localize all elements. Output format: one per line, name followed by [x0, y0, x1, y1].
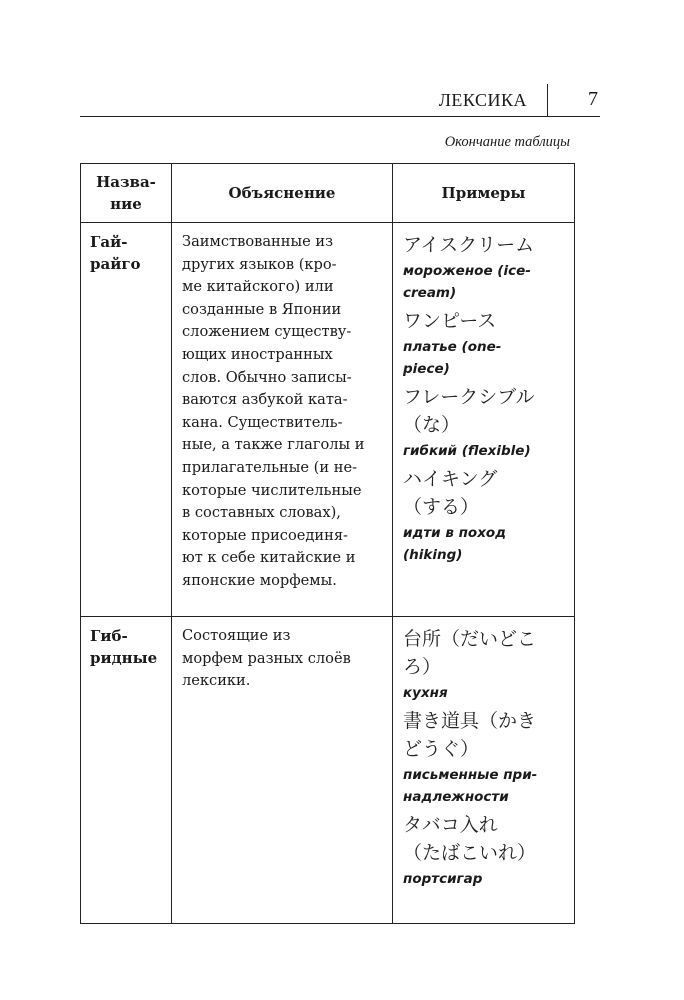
row-name: Гай- райго	[81, 223, 172, 617]
section-title: ЛЕКСИКА	[438, 90, 527, 110]
header-examples: Примеры	[393, 164, 575, 223]
example-translation: кухня	[403, 685, 448, 701]
table-row-gairaigo	[81, 223, 575, 617]
page-number: 7	[588, 88, 598, 110]
example-translation: письменные при- надлежности	[403, 767, 538, 805]
example-japanese: ワンピース	[403, 310, 497, 332]
table-header-row	[81, 164, 575, 223]
example-japanese: アイスクリーム	[403, 234, 535, 256]
row-examples	[393, 617, 575, 924]
example-japanese: フレークシブル （な）	[403, 386, 535, 436]
example-japanese: タバコ入れ （たばこいれ）	[403, 814, 537, 864]
example-japanese: 台所（だいどこ ろ）	[403, 628, 537, 678]
row-examples	[393, 223, 575, 617]
header-name: Назва- ние	[81, 164, 172, 223]
example-translation: мороженое (ice- cream)	[403, 263, 531, 301]
example-translation: идти в поход (hiking)	[403, 525, 507, 563]
table-caption: Окончание таблицы	[444, 134, 570, 150]
running-header	[80, 82, 600, 117]
example-translation: гибкий (flexible)	[403, 443, 531, 459]
example-japanese: 書き道具（かき どうぐ）	[403, 710, 537, 760]
header-explanation: Объяснение	[172, 164, 393, 223]
row-name: Гиб- ридные	[81, 617, 172, 924]
row-explanation: Заимствованные из других языков (кро- ме китайского) или созданные в Японии сложением существу- ющих иностранных слов. Обычно записы- ваются азбукой ката- кана. Существитель- ные, а также глаголы и прилагательные (и не- которые числительные в составных словах), которые присоединя- ют к себе китайские и японские морфемы.	[172, 223, 393, 617]
table-row-hybrid	[81, 617, 575, 924]
example-translation: платье (one- piece)	[403, 339, 502, 377]
row-explanation: Состоящие из морфем разных слоёв лексики.	[172, 617, 393, 924]
example-translation: портсигар	[403, 871, 483, 887]
header-divider	[547, 84, 548, 116]
example-japanese: ハイキング （する）	[403, 468, 498, 518]
lexicon-table	[80, 163, 575, 924]
